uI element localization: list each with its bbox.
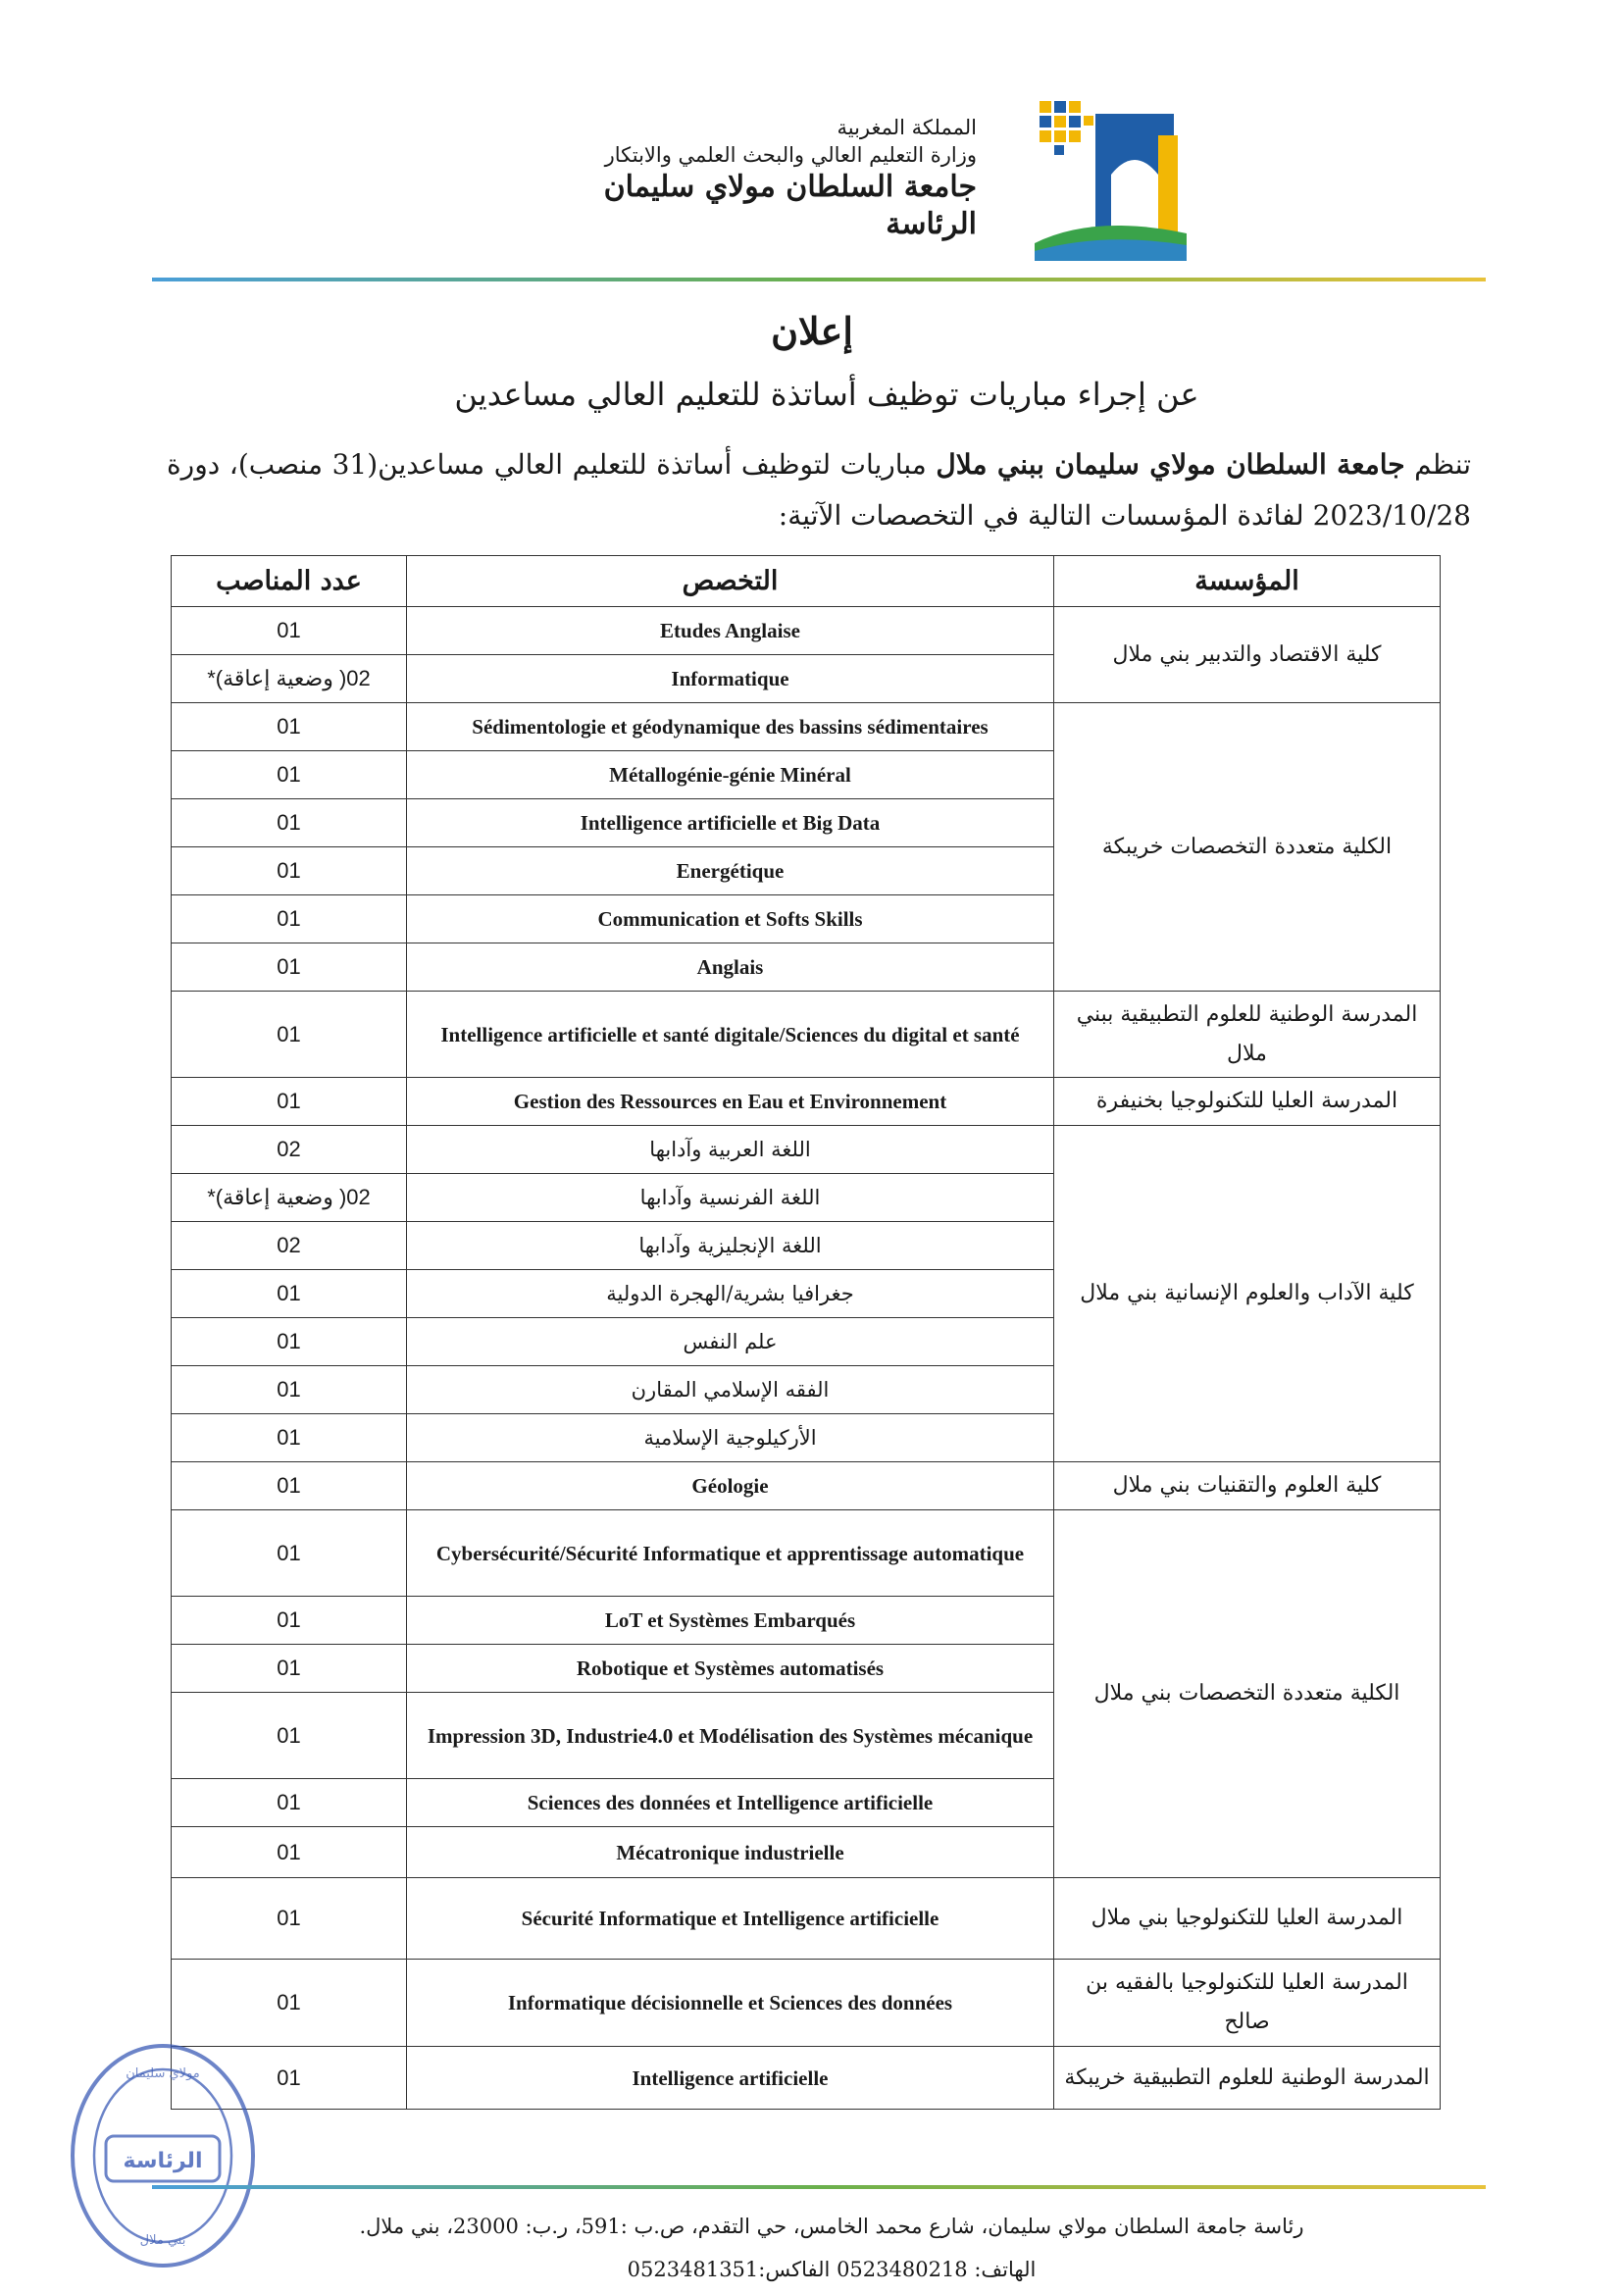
count-cell: 01 — [172, 1597, 407, 1645]
count-cell: 01 — [172, 1960, 407, 2047]
count-cell: 01 — [172, 1078, 407, 1126]
table-row — [172, 1878, 1441, 1960]
intro-rest: مباريات لتوظيف أساتذة للتعليم العالي مساعدين(31 منصب)، دورة 2023/10/28 لفائدة المؤسسات التالية في التخصصات الآتية: — [167, 448, 1471, 532]
specialty-cell: Gestion des Ressources en Eau et Environnement — [407, 1078, 1054, 1126]
svg-text:مولاي سليمان: مولاي سليمان — [126, 2066, 200, 2081]
institution-cell: المدرسة العليا للتكنولوجيا بني ملال — [1054, 1878, 1441, 1960]
count-cell: 01 — [172, 1510, 407, 1597]
institution-cell: المدرسة الوطنية للعلوم التطبيقية ببني ملال — [1054, 992, 1441, 1078]
count-cell: 02( وضعية إعاقة)* — [172, 1174, 407, 1222]
table-row — [172, 1078, 1441, 1126]
institution-cell: كلية الاقتصاد والتدبير بني ملال — [1054, 607, 1441, 703]
institution-cell: الكلية متعددة التخصصات خريبكة — [1054, 703, 1441, 992]
count-cell: 01 — [172, 847, 407, 895]
institution-cell: المدرسة العليا للتكنولوجيا بالفقيه بن صالح — [1054, 1960, 1441, 2047]
intro-start: تنظم — [1414, 448, 1471, 481]
letterhead — [0, 86, 1624, 273]
count-cell: 02 — [172, 1126, 407, 1174]
specialty-cell: الفقه الإسلامي المقارن — [407, 1366, 1054, 1414]
specialty-cell: Impression 3D, Industrie4.0 et Modélisation des Systèmes mécanique — [407, 1693, 1054, 1779]
university-logo — [1035, 96, 1187, 261]
letterhead-text — [604, 114, 977, 243]
count-cell: 01 — [172, 751, 407, 799]
specialty-cell: اللغة الإنجليزية وآدابها — [407, 1222, 1054, 1270]
page-title: إعلان — [771, 309, 853, 353]
institution-cell: كلية الآداب والعلوم الإنسانية بني ملال — [1054, 1126, 1441, 1462]
specialty-cell: LoT et Systèmes Embarqués — [407, 1597, 1054, 1645]
count-cell: 01 — [172, 992, 407, 1078]
svg-text:بني ملال: بني ملال — [139, 2233, 186, 2248]
footer-address: رئاسة جامعة السلطان مولاي سليمان، شارع محمد الخامس، حي التقدم، ص.ب :591، ر.ب: 23000، بني ملال. — [359, 2215, 1304, 2238]
specialty-cell: Etudes Anglaise — [407, 607, 1054, 655]
table-row — [172, 2047, 1441, 2110]
specialty-cell: Energétique — [407, 847, 1054, 895]
kingdom-name: المملكة المغربية — [837, 116, 977, 139]
header-count: عدد المناصب — [172, 556, 407, 607]
specialty-cell: Intelligence artificielle et Big Data — [407, 799, 1054, 847]
count-cell: 01 — [172, 1318, 407, 1366]
count-cell: 01 — [172, 943, 407, 992]
university-name: جامعة السلطان مولاي سليمان — [603, 170, 977, 204]
table-row — [172, 703, 1441, 751]
specialty-cell: Anglais — [407, 943, 1054, 992]
count-cell: 01 — [172, 1366, 407, 1414]
table-header-row — [172, 556, 1441, 607]
specialty-cell: علم النفس — [407, 1318, 1054, 1366]
specialty-cell: Sciences des données et Intelligence artificielle — [407, 1779, 1054, 1827]
ministry-name: وزارة التعليم العالي والبحث العلمي والابتكار — [604, 143, 977, 167]
count-cell: 01 — [172, 895, 407, 943]
institution-cell: المدرسة الوطنية للعلوم التطبيقية خريبكة — [1054, 2047, 1441, 2110]
positions-table — [171, 555, 1441, 2110]
intro-paragraph — [167, 439, 1471, 541]
table-row — [172, 607, 1441, 655]
count-cell: 01 — [172, 1878, 407, 1960]
specialty-cell: اللغة العربية وآدابها — [407, 1126, 1054, 1174]
count-cell: 01 — [172, 1779, 407, 1827]
count-cell: 01 — [172, 799, 407, 847]
count-cell: 01 — [172, 1414, 407, 1462]
specialty-cell: Métallogénie-génie Minéral — [407, 751, 1054, 799]
table-row — [172, 1126, 1441, 1174]
footer-divider — [152, 2185, 1486, 2189]
specialty-cell: Intelligence artificielle — [407, 2047, 1054, 2110]
institution-cell: الكلية متعددة التخصصات بني ملال — [1054, 1510, 1441, 1878]
table-row — [172, 1960, 1441, 2047]
institution-cell: كلية العلوم والتقنيات بني ملال — [1054, 1462, 1441, 1510]
specialty-cell: Communication et Softs Skills — [407, 895, 1054, 943]
specialty-cell: Robotique et Systèmes automatisés — [407, 1645, 1054, 1693]
table-row — [172, 992, 1441, 1078]
count-cell: 01 — [172, 1693, 407, 1779]
specialty-cell: الأركيلوجية الإسلامية — [407, 1414, 1054, 1462]
svg-text:الرئاسة: الرئاسة — [123, 2149, 203, 2173]
count-cell: 02 — [172, 1222, 407, 1270]
specialty-cell: Sédimentologie et géodynamique des bassins sédimentaires — [407, 703, 1054, 751]
footer-contact: الهاتف: 0523480218 الفاكس:0523481351 — [627, 2258, 1037, 2281]
count-cell: 01 — [172, 703, 407, 751]
specialty-cell: اللغة الفرنسية وآدابها — [407, 1174, 1054, 1222]
count-cell: 01 — [172, 2047, 407, 2110]
specialty-cell: Intelligence artificielle et santé digitale/Sciences du digital et santé — [407, 992, 1054, 1078]
header-specialty: التخصص — [407, 556, 1054, 607]
intro-university: جامعة السلطان مولاي سليمان ببني ملال — [936, 448, 1405, 481]
specialty-cell: Sécurité Informatique et Intelligence artificielle — [407, 1878, 1054, 1960]
specialty-cell: Géologie — [407, 1462, 1054, 1510]
specialty-cell: جغرافيا بشرية/الهجرة الدولية — [407, 1270, 1054, 1318]
header-divider — [152, 278, 1486, 281]
count-cell: 02( وضعية إعاقة)* — [172, 655, 407, 703]
specialty-cell: Mécatronique industrielle — [407, 1827, 1054, 1878]
presidency-seal — [65, 2038, 261, 2273]
count-cell: 01 — [172, 1462, 407, 1510]
count-cell: 01 — [172, 1270, 407, 1318]
count-cell: 01 — [172, 607, 407, 655]
header-institution: المؤسسة — [1054, 556, 1441, 607]
page-subtitle: عن إجراء مباريات توظيف أساتذة للتعليم العالي مساعدين — [454, 376, 1199, 413]
count-cell: 01 — [172, 1645, 407, 1693]
table-row — [172, 1462, 1441, 1510]
specialty-cell: Informatique — [407, 655, 1054, 703]
specialty-cell: Informatique décisionnelle et Sciences des données — [407, 1960, 1054, 2047]
table-row — [172, 1510, 1441, 1597]
specialty-cell: Cybersécurité/Sécurité Informatique et apprentissage automatique — [407, 1510, 1054, 1597]
count-cell: 01 — [172, 1827, 407, 1878]
institution-cell: المدرسة العليا للتكنولوجيا بخنيفرة — [1054, 1078, 1441, 1126]
presidency-name: الرئاسة — [886, 207, 977, 241]
